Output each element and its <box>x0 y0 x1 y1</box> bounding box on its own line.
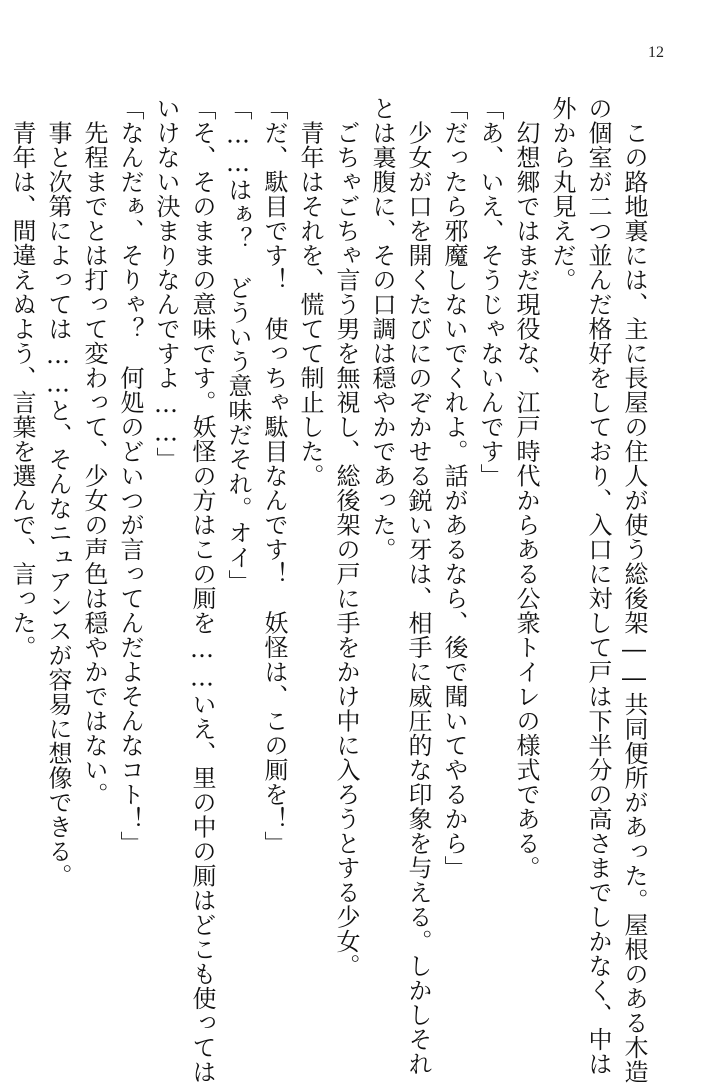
text-line: 「だったら邪魔しないでくれよ。話があるなら、後で聞いてやるから」 <box>440 96 468 880</box>
text-line: とは裏腹に、その口調は穏やかであった。 <box>368 96 396 562</box>
vertical-text-body <box>8 96 652 1084</box>
text-line: 先程までとは打って変わって、少女の声色は穏やかではない。 <box>80 96 108 807</box>
text-line: 外から丸見えだ。 <box>548 96 576 292</box>
text-line: の個室が二つ並んだ格好をしており、入口に対して戸は下半分の高さまでしかなく、中は <box>584 96 612 1076</box>
text-line: 青年は、間違えぬよう、言葉を選んで、言った。 <box>8 96 36 660</box>
text-line: 幻想郷ではまだ現役な、江戸時代からある公衆トイレの様式である。 <box>512 96 540 880</box>
text-line: 事と次第によっては……と、そんなニュアンスが容易に想像できる。 <box>44 96 72 888</box>
text-line: 「あ、いえ、そうじゃないんです」 <box>476 96 504 488</box>
text-line: ごちゃごちゃ言う男を無視し、総後架の戸に手をかけ中に入ろうとする少女。 <box>332 96 360 978</box>
text-line: 青年はそれを、慌てて制止した。 <box>296 96 324 488</box>
text-line: 「……はぁ？ どういう意味だそれ。オイ」 <box>224 96 252 594</box>
text-line: いけない決まりなんですよ……」 <box>152 96 180 472</box>
page-number: 12 <box>648 44 664 61</box>
text-line: この路地裏には、主に長屋の住人が使う総後架――共同便所があった。屋根のある木造 <box>620 96 648 1084</box>
text-line: 「なんだぁ、そりゃ？ 何処のどいつが言ってんだよそんなコト！」 <box>116 96 144 856</box>
text-line: 「だ、駄目です！ 使っちゃ駄目なんです！ 妖怪は、この厠を！」 <box>260 96 288 856</box>
text-line: 「そ、そのままの意味です。妖怪の方はこの厠を……いえ、里の中の厠はどこも使っては <box>188 96 216 1084</box>
text-line: 少女が口を開くたびにのぞかせる鋭い牙は、相手に威圧的な印象を与える。しかしそれ <box>404 96 432 1076</box>
